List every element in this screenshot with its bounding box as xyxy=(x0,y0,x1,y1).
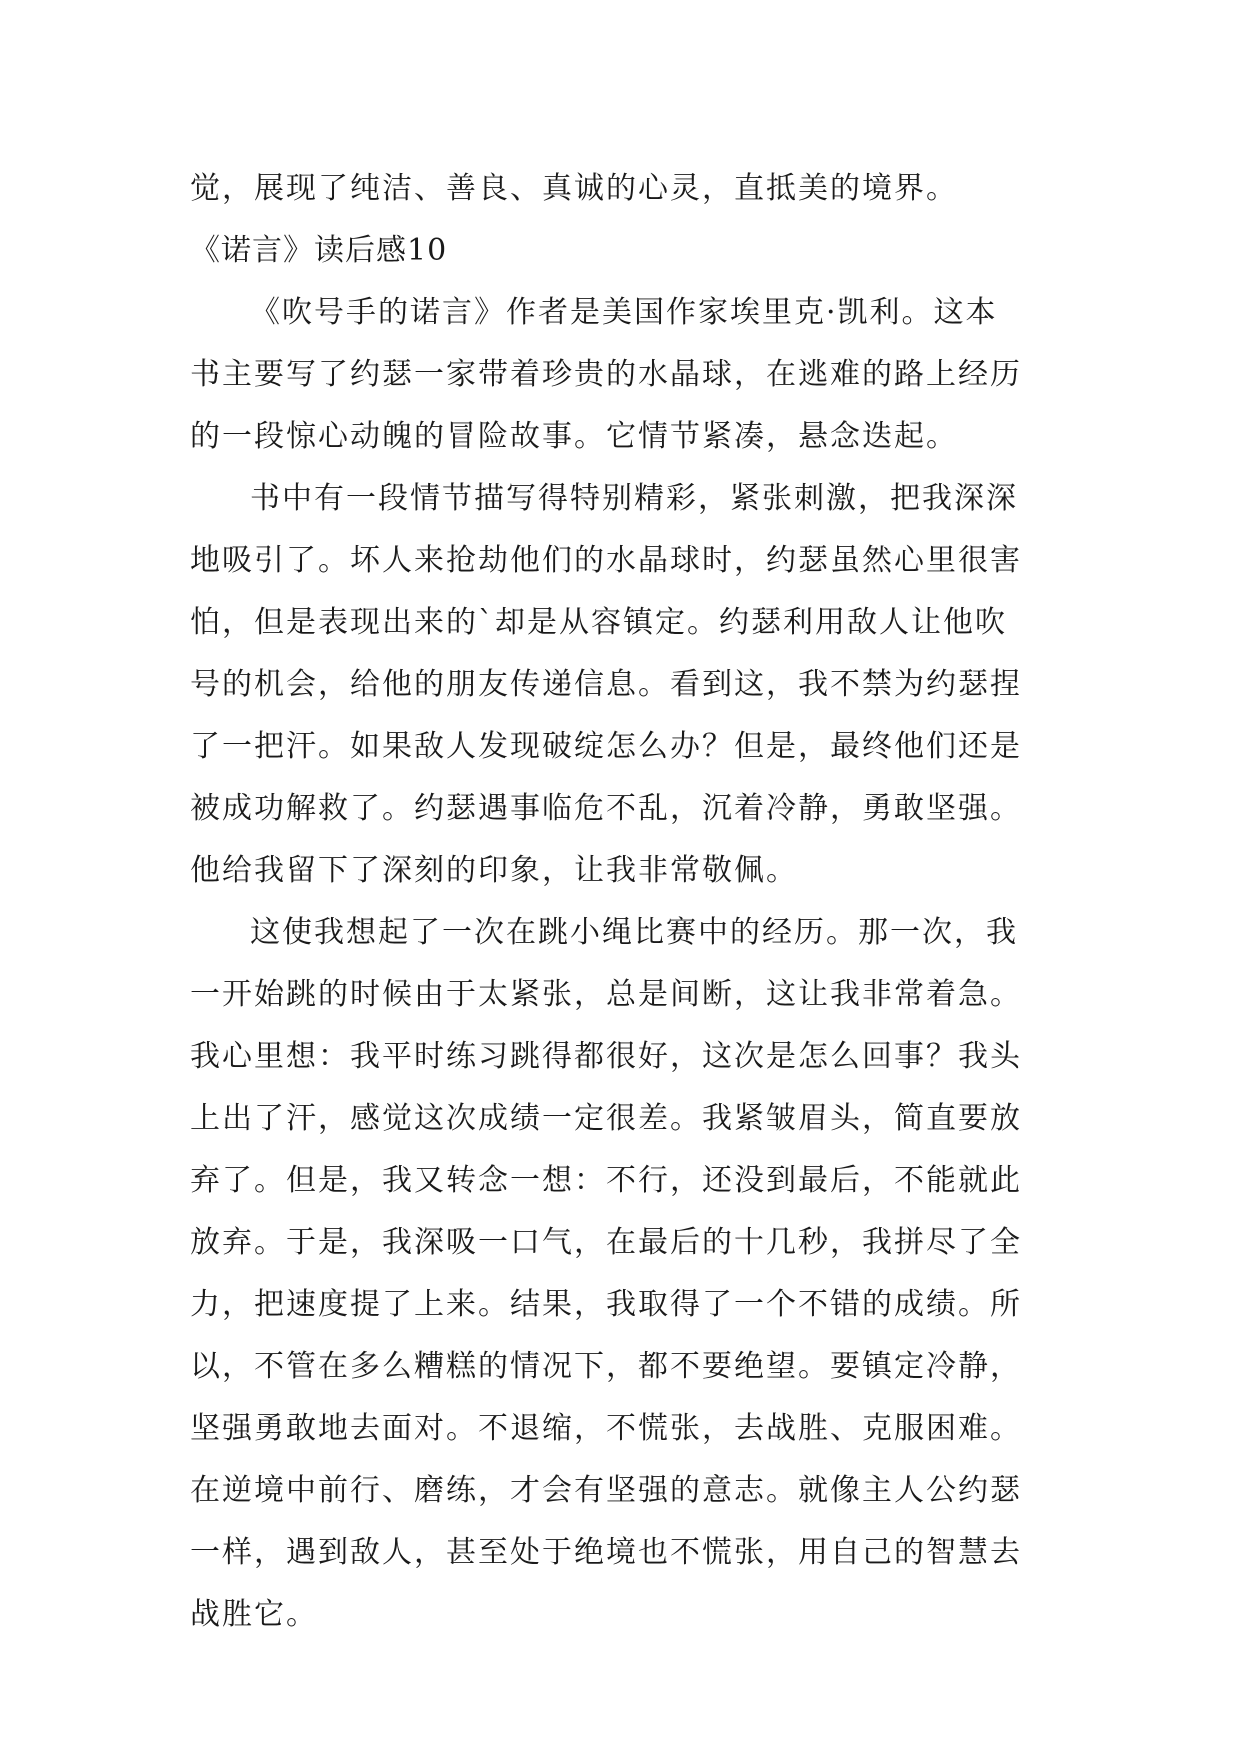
paragraph-3-line: 力，把速度提了上来。结果，我取得了一个不错的成绩。所 xyxy=(190,1287,1022,1322)
paragraph-2-line: 被成功解救了。约瑟遇事临危不乱，沉着冷静，勇敢坚强。 xyxy=(190,791,1022,826)
paragraph-3-line: 放弃。于是，我深吸一口气，在最后的十几秒，我拼尽了全 xyxy=(190,1225,1022,1260)
paragraph-1-line: 书主要写了约瑟一家带着珍贵的水晶球，在逃难的路上经历 xyxy=(190,357,1022,392)
paragraph-3-line: 一开始跳的时候由于太紧张，总是间断，这让我非常着急。 xyxy=(190,977,1022,1012)
paragraph-2-line: 了一把汗。如果敌人发现破绽怎么办？但是，最终他们还是 xyxy=(190,729,1022,764)
paragraph-2-line: 号的机会，给他的朋友传递信息。看到这，我不禁为约瑟捏 xyxy=(190,667,1022,702)
paragraph-3-line: 战胜它。 xyxy=(190,1597,318,1632)
paragraph-3-line: 一样，遇到敌人，甚至处于绝境也不慌张，用自己的智慧去 xyxy=(190,1535,1022,1570)
text-line: 觉，展现了纯洁、善良、真诚的心灵，直抵美的境界。 xyxy=(190,171,958,206)
paragraph-3-line: 在逆境中前行、磨练，才会有坚强的意志。就像主人公约瑟 xyxy=(190,1473,1022,1508)
paragraph-3-line: 上出了汗，感觉这次成绩一定很差。我紧皱眉头，简直要放 xyxy=(190,1101,1022,1136)
paragraph-1-line: 的一段惊心动魄的冒险故事。它情节紧凑，悬念迭起。 xyxy=(190,419,958,454)
paragraph-2-line: 怕，但是表现出来的`却是从容镇定。约瑟利用敌人让他吹 xyxy=(190,605,1007,640)
paragraph-1-line: 《吹号手的诺言》作者是美国作家埃里克·凯利。这本 xyxy=(250,295,998,330)
paragraph-3-line: 我心里想：我平时练习跳得都很好，这次是怎么回事？我头 xyxy=(190,1039,1022,1074)
paragraph-3-line: 这使我想起了一次在跳小绳比赛中的经历。那一次，我 xyxy=(250,915,1018,950)
paragraph-2-line: 地吸引了。坏人来抢劫他们的水晶球时，约瑟虽然心里很害 xyxy=(190,543,1022,578)
document-body xyxy=(190,158,1060,1646)
paragraph-3-line: 弃了。但是，我又转念一想：不行，还没到最后，不能就此 xyxy=(190,1163,1022,1198)
paragraph-3-line: 以，不管在多么糟糕的情况下，都不要绝望。要镇定冷静， xyxy=(190,1349,1022,1384)
paragraph-3-line: 坚强勇敢地去面对。不退缩，不慌张，去战胜、克服困难。 xyxy=(190,1411,1022,1446)
paragraph-2-line: 书中有一段情节描写得特别精彩，紧张刺激，把我深深 xyxy=(250,481,1018,516)
paragraph-2-line: 他给我留下了深刻的印象，让我非常敬佩。 xyxy=(190,853,798,888)
section-title: 《诺言》读后感10 xyxy=(190,233,448,268)
